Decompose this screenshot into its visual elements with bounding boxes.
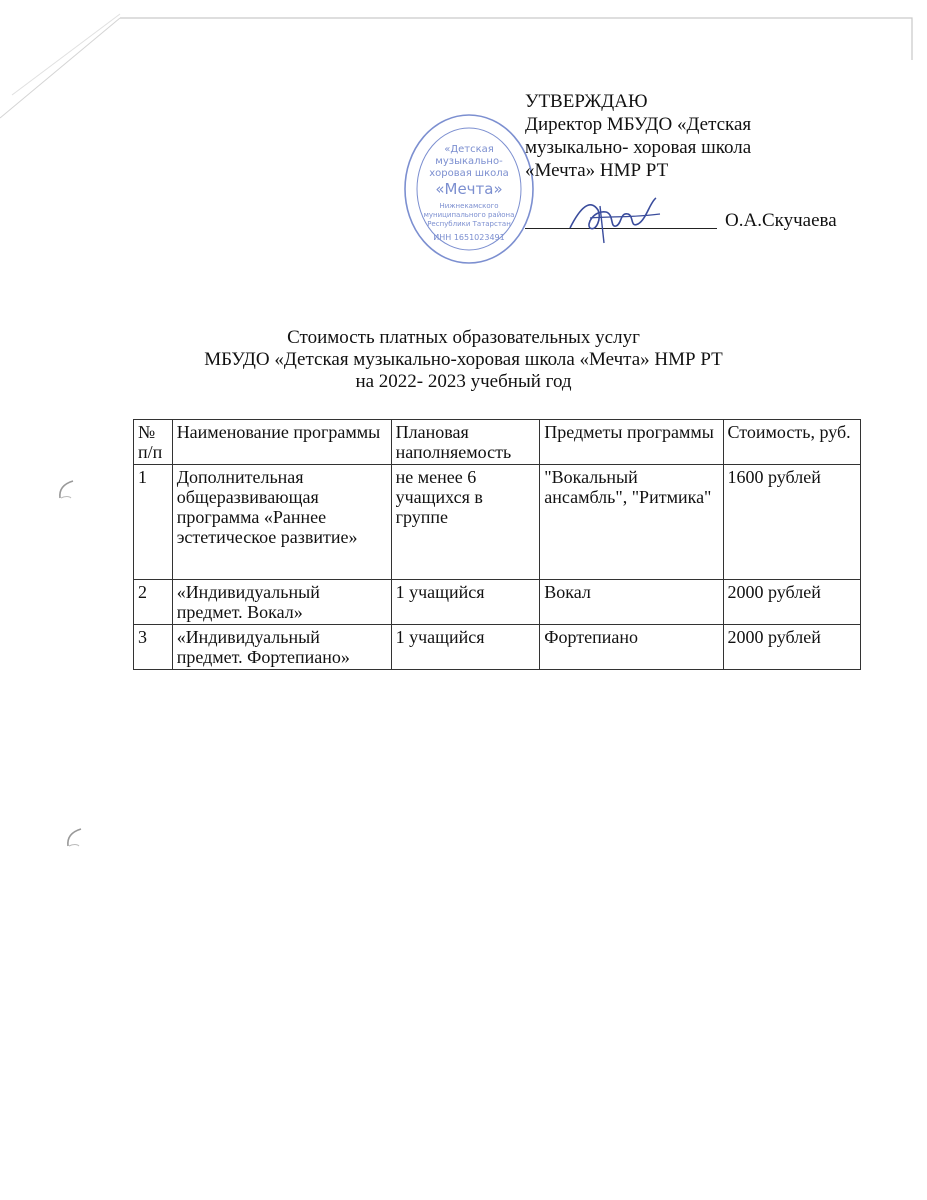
handwritten-signature — [560, 188, 670, 248]
table-row — [134, 465, 861, 580]
punch-hole-mark-top — [55, 478, 77, 502]
punch-hole-mark-bottom — [63, 826, 85, 850]
cell-number: 1 — [134, 465, 173, 580]
price-table — [133, 419, 861, 670]
cell-planned-capacity: не менее 6 учащихся в группе — [391, 465, 540, 580]
stamp-line-6: муниципального района — [423, 211, 515, 219]
cell-cost: 2000 рублей — [723, 625, 860, 670]
stamp-line-2: музыкально- — [435, 156, 503, 167]
approval-line-2: музыкально- хоровая школа — [525, 137, 752, 158]
cell-number: 3 — [134, 625, 173, 670]
table-header-row — [134, 420, 861, 465]
approval-line-3: «Мечта» НМР РТ — [525, 160, 669, 181]
cell-number: 2 — [134, 580, 173, 625]
header-cost: Стоимость, руб. — [723, 420, 860, 465]
header-program-name: Наименование программы — [172, 420, 391, 465]
stamp-line-3: хоровая школа — [429, 168, 509, 179]
header-number: № п/п — [134, 420, 173, 465]
title-line-2: МБУДО «Детская музыкально-хоровая школа «Мечта» НМР РТ — [204, 349, 723, 370]
cell-cost: 2000 рублей — [723, 580, 860, 625]
stamp-line-1: «Детская — [444, 144, 494, 155]
official-stamp — [400, 110, 538, 268]
stamp-line-7: Республики Татарстан — [427, 220, 511, 228]
cell-program-name: «Индивидуальный предмет. Вокал» — [172, 580, 391, 625]
title-line-3: на 2022- 2023 учебный год — [355, 371, 572, 392]
cell-subjects: Вокал — [540, 580, 723, 625]
signatory-name: О.А.Скучаева — [725, 210, 837, 231]
stamp-line-4: «Мечта» — [435, 180, 503, 198]
approval-line-1: Директор МБУДО «Детская — [525, 114, 752, 135]
cell-program-name: Дополнительная общеразвивающая программа «Раннее эстетическое развитие» — [172, 465, 391, 580]
cell-planned-capacity: 1 учащийся — [391, 580, 540, 625]
cell-planned-capacity: 1 учащийся — [391, 625, 540, 670]
stamp-line-5: Нижнекамского — [439, 202, 499, 210]
title-line-1: Стоимость платных образовательных услуг — [287, 327, 640, 348]
table-row — [134, 625, 861, 670]
cell-subjects: "Вокальный ансамбль", "Ритмика" — [540, 465, 723, 580]
cell-cost: 1600 рублей — [723, 465, 860, 580]
cell-subjects: Фортепиано — [540, 625, 723, 670]
header-planned-capacity: Плановая наполняемость — [391, 420, 540, 465]
approval-block — [525, 90, 885, 182]
cell-program-name: «Индивидуальный предмет. Фортепиано» — [172, 625, 391, 670]
header-subjects: Предметы программы — [540, 420, 723, 465]
stamp-line-8: ИНН 1651023491 — [433, 233, 505, 242]
document-title — [150, 327, 777, 393]
table-row — [134, 580, 861, 625]
approval-heading: УТВЕРЖДАЮ — [525, 91, 648, 112]
